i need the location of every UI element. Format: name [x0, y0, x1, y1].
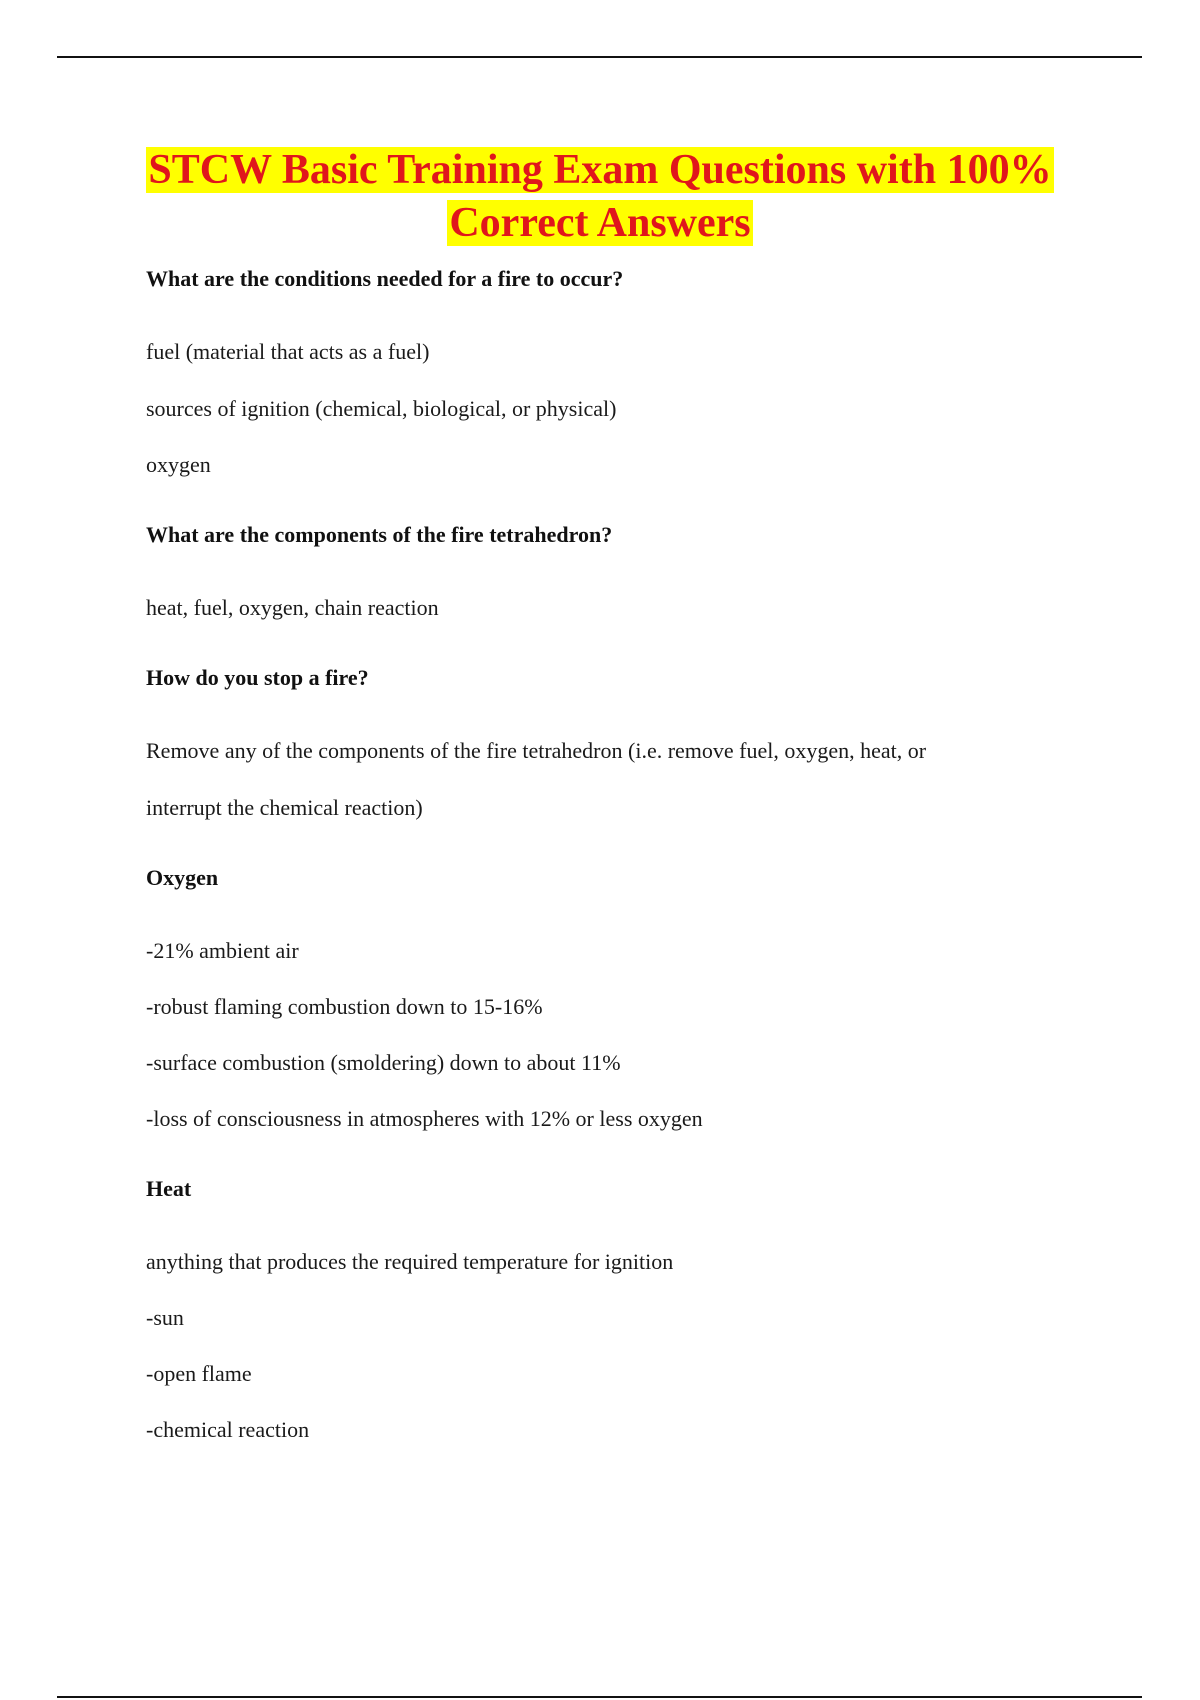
answer-line: fuel (material that acts as a fuel)	[146, 339, 430, 364]
title-line-2: Correct Answers	[449, 200, 751, 246]
section-heading-heat: Heat	[146, 1176, 192, 1201]
answer-line: heat, fuel, oxygen, chain reaction	[146, 595, 439, 620]
question-heading: How do you stop a fire?	[146, 665, 369, 690]
answer-line: interrupt the chemical reaction)	[146, 795, 423, 820]
page-title	[0, 144, 1200, 250]
answer-line: -loss of consciousness in atmospheres with 12% or less oxygen	[146, 1106, 703, 1131]
answer-line: -surface combustion (smoldering) down to about 11%	[146, 1050, 621, 1075]
question-heading: What are the components of the fire tetrahedron?	[146, 522, 613, 547]
answer-line: -robust flaming combustion down to 15-16%	[146, 994, 543, 1019]
top-rule	[57, 56, 1142, 58]
section-heading-oxygen: Oxygen	[146, 865, 219, 890]
answer-line: oxygen	[146, 452, 211, 477]
answer-line: sources of ignition (chemical, biological, or physical)	[146, 396, 617, 421]
answer-line: -open flame	[146, 1361, 252, 1386]
answer-line: -sun	[146, 1305, 184, 1330]
answer-line: -21% ambient air	[146, 938, 299, 963]
bottom-rule	[57, 1696, 1142, 1698]
title-line-1: STCW Basic Training Exam Questions with 100%	[148, 147, 1052, 193]
answer-line: Remove any of the components of the fire tetrahedron (i.e. remove fuel, oxygen, heat, or	[146, 738, 927, 763]
answer-line: -chemical reaction	[146, 1417, 310, 1442]
answer-line: anything that produces the required temperature for ignition	[146, 1249, 674, 1274]
question-heading: What are the conditions needed for a fire to occur?	[146, 266, 624, 291]
